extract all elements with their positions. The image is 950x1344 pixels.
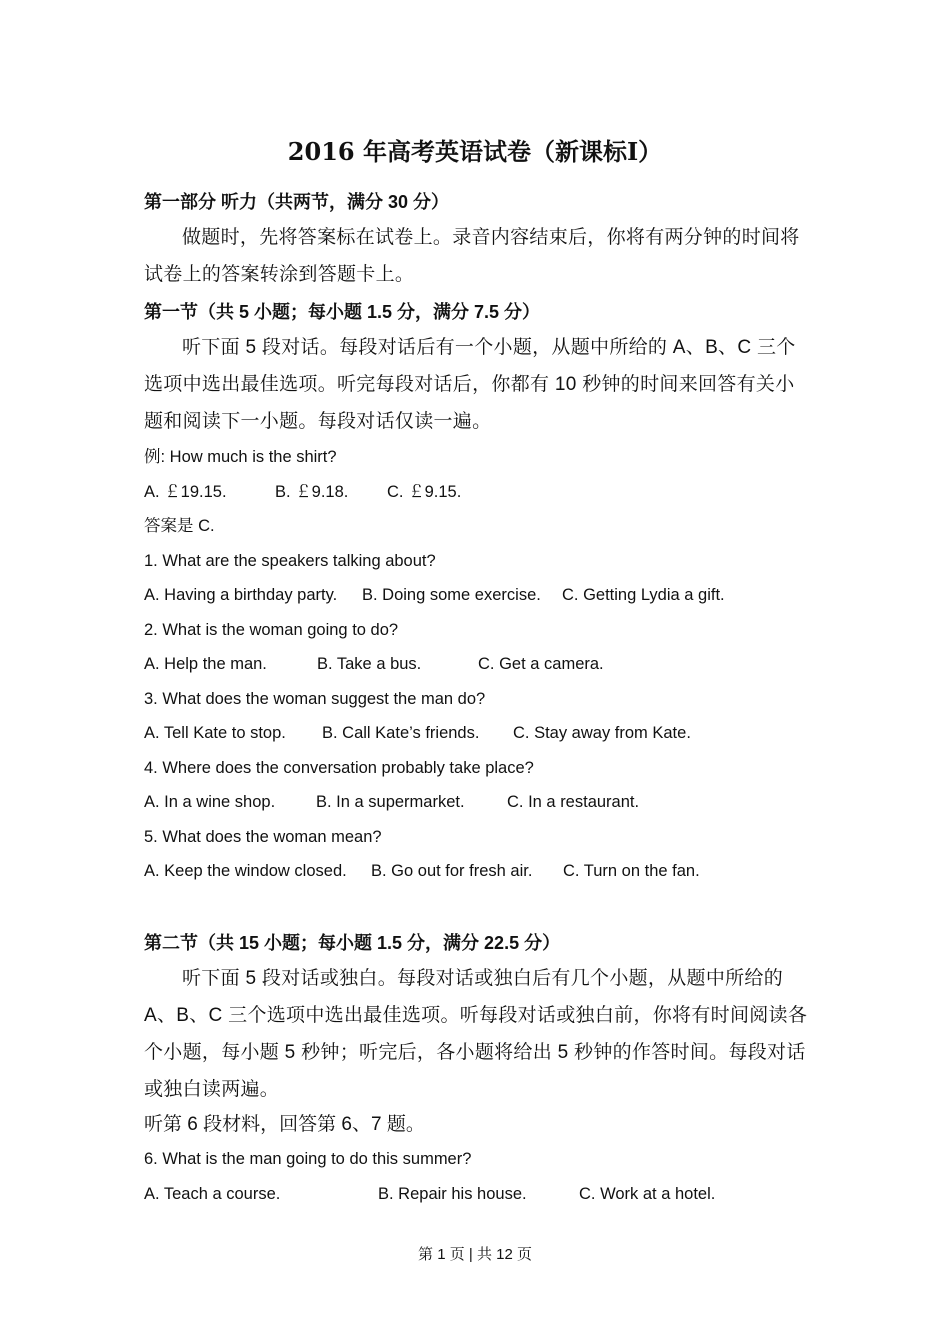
section2-heading: 第二节（共 15 小题；每小题 1.5 分，满分 22.5 分） [144,932,561,953]
option-b: B. Take a bus. [317,655,422,673]
question-4-options [144,785,808,820]
option-c: C. Stay away from Kate. [513,724,691,742]
option-b: B. In a supermarket. [316,793,465,811]
part1-heading: 第一部分 听力（共两节，满分 30 分） [144,192,450,212]
question-3: 3. What does the woman suggest the man do? [144,689,486,708]
section1-heading: 第一节（共 5 小题；每小题 1.5 分，满分 7.5 分） [144,302,541,322]
question-1-options [144,578,808,613]
option-c: C. Turn on the fan. [563,862,700,880]
option-a: A. Tell Kate to stop. [144,724,286,742]
question-4: 4. Where does the conversation probably take place? [144,758,534,777]
option-a: A. Keep the window closed. [144,862,347,880]
option-c: C. Getting Lydia a gift. [562,586,725,604]
material-note: 听第 6 段材料，回答第 6、7 题。 [144,1113,425,1135]
option-b: B. Go out for fresh air. [371,862,533,880]
question-6: 6. What is the man going to do this summer? [144,1150,472,1168]
question-5: 5. What does the woman mean? [144,827,382,846]
example-options [144,475,808,510]
question-2: 2. What is the woman going to do? [144,620,399,639]
option-c: C. ￡9.15. [387,482,462,501]
part1-instructions: 做题时，先将答案标在试卷上。录音内容结束后，你将有两分钟的时间将试卷上的答案转涂到答题卡上。 [144,227,800,285]
question-3-options [144,716,808,751]
section2-instructions: 听下面 5 段对话或独白。每段对话或独白后有几个小题，从题中所给的 A、B、C 三个选项中选出最佳选项。听每段对话或独白前，你将有时间阅读各个小题，每小题 5 秒钟；听完后，各小题将给出 5 秒钟的作答时间。每段对话或独白读两遍。 [144,967,808,1100]
option-c: C. Work at a hotel. [579,1184,716,1203]
option-a: A. Help the man. [144,655,267,673]
option-c: C. In a restaurant. [507,793,640,811]
question-2-options [144,647,808,682]
section-spacer [144,889,808,924]
page-content [144,183,808,1211]
option-b: B. Call Kate’s friends. [322,724,480,742]
question-5-options [144,854,808,889]
page-footer: 第 1 页 | 共 12 页 [418,1246,532,1263]
option-a: A. ￡19.15. [144,482,227,501]
option-a: A. Teach a course. [144,1184,281,1203]
option-c: C. Get a camera. [478,655,604,673]
option-b: B. Doing some exercise. [362,586,541,604]
question-6-options [144,1177,808,1212]
option-a: A. In a wine shop. [144,793,276,811]
option-b: B. Repair his house. [378,1184,527,1203]
option-b: B. ￡9.18. [275,482,349,501]
section1-instructions: 听下面 5 段对话。每段对话后有一个小题，从题中所给的 A、B、C 三个选项中选出最佳选项。听完每段对话后，你都有 10 秒钟的时间来回答有关小题和阅读下一小题。每段对话仅读一遍。 [144,337,796,432]
example-answer: 答案是 C. [144,517,215,535]
question-1: 1. What are the speakers talking about? [144,551,436,570]
page-title: 2016 年高考英语试卷（新课标Ⅰ） [287,137,663,166]
option-a: A. Having a birthday party. [144,586,338,604]
example-question: 例: How much is the shirt? [144,448,337,466]
